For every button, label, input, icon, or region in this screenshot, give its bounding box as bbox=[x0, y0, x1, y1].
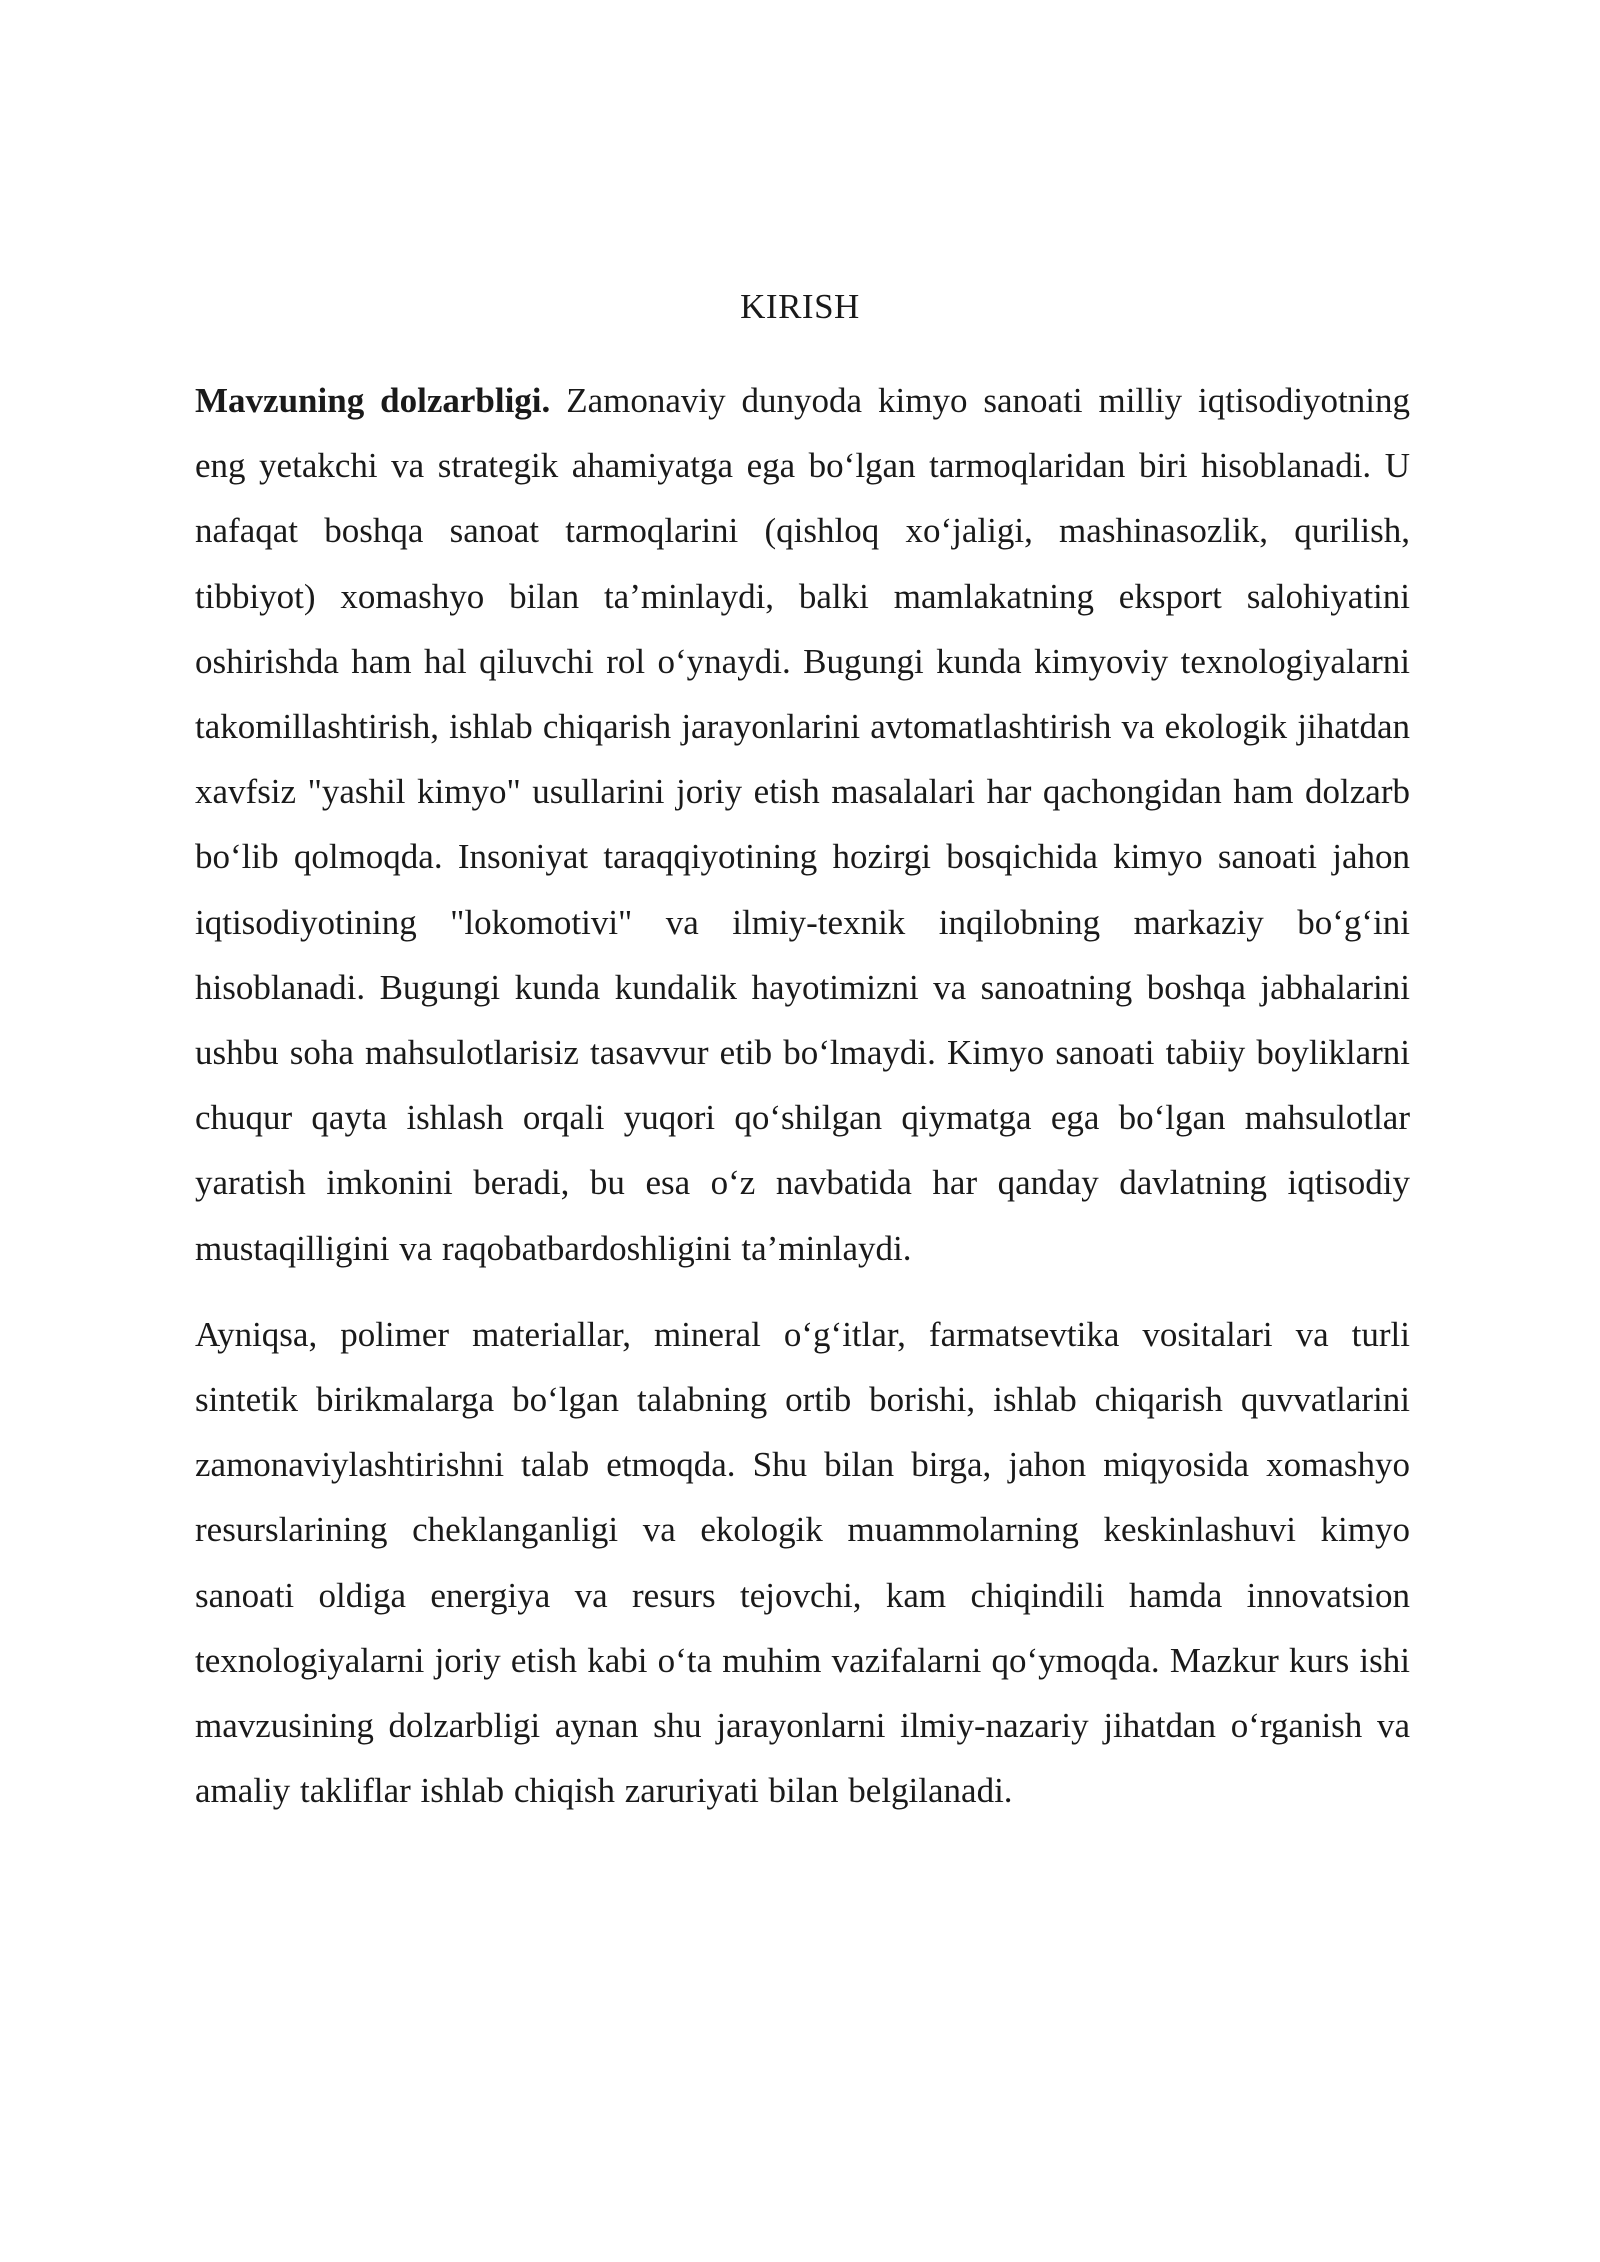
paragraph-second bbox=[195, 1302, 1410, 1824]
paragraph-relevance bbox=[195, 368, 1410, 1281]
section-heading: KIRISH bbox=[740, 287, 860, 326]
document-body bbox=[195, 368, 1410, 1823]
paragraph-lead: Mavzuning dolzarbligi. bbox=[195, 381, 551, 420]
paragraph-text: Ayniqsa, polimer materiallar, mineral o‘g‘itlar, farmatsevtika vositalari va turli sintetik birikmalarga bo‘lgan talabning ortib borishi, ishlab chiqarish quvvatlarini zamonaviylashtirishni talab etmoqda. Shu bilan birga, jahon miqyosida xomashyo resurslarining cheklanganligi va ekologik muammolarning keskinlashuvi kimyo sanoati oldiga energiya va resurs tejovchi, kam chiqindili hamda innovatsion texnologiyalarni joriy etish kabi o‘ta muhim vazifalarni qo‘ymoqda. Mazkur kurs ishi mavzusining dolzarbligi aynan shu jarayonlarni ilmiy-nazariy jihatdan o‘rganish va amaliy takliflar ishlab chiqish zaruriyati bilan belgilanadi. bbox=[195, 1314, 1410, 1811]
paragraph-text: Zamonaviy dunyoda kimyo sanoati milliy iqtisodiyotning eng yetakchi va strategik ahamiyatga ega bo‘lgan tarmoqlaridan biri hisoblanadi. U nafaqat boshqa sanoat tarmoqlarini (qishloq xo‘jaligi, mashinasozlik, qurilish, tibbiyot) xomashyo bilan ta’minlaydi, balki mamlakatning eksport salohiyatini oshirishda ham hal qiluvchi rol o‘ynaydi. Bugungi kunda kimyoviy texnologiyalarni takomillashtirish, ishlab chiqarish jarayonlarini avtomatlashtirish va ekologik jihatdan xavfsiz "yashil kimyo" usullarini joriy etish masalalari har qachongidan ham dolzarb bo‘lib qolmoqda. Insoniyat taraqqiyotining hozirgi bosqichida kimyo sanoati jahon iqtisodiyotining "lokomotivi" va ilmiy-texnik inqilobning markaziy bo‘g‘ini hisoblanadi. Bugungi kunda kundalik hayotimizni va sanoatning boshqa jabhalarini ushbu soha mahsulotlarisiz tasavvur etib bo‘lmaydi. Kimyo sanoati tabiiy boyliklarni chuqur qayta ishlash orqali yuqori qo‘shilgan qiymatga ega bo‘lgan mahsulotlar yaratish imkonini beradi, bu esa o‘z navbatida har qanday davlatning iqtisodiy mustaqilligini va raqobatbardoshligini ta’minlaydi. bbox=[195, 381, 1410, 1268]
